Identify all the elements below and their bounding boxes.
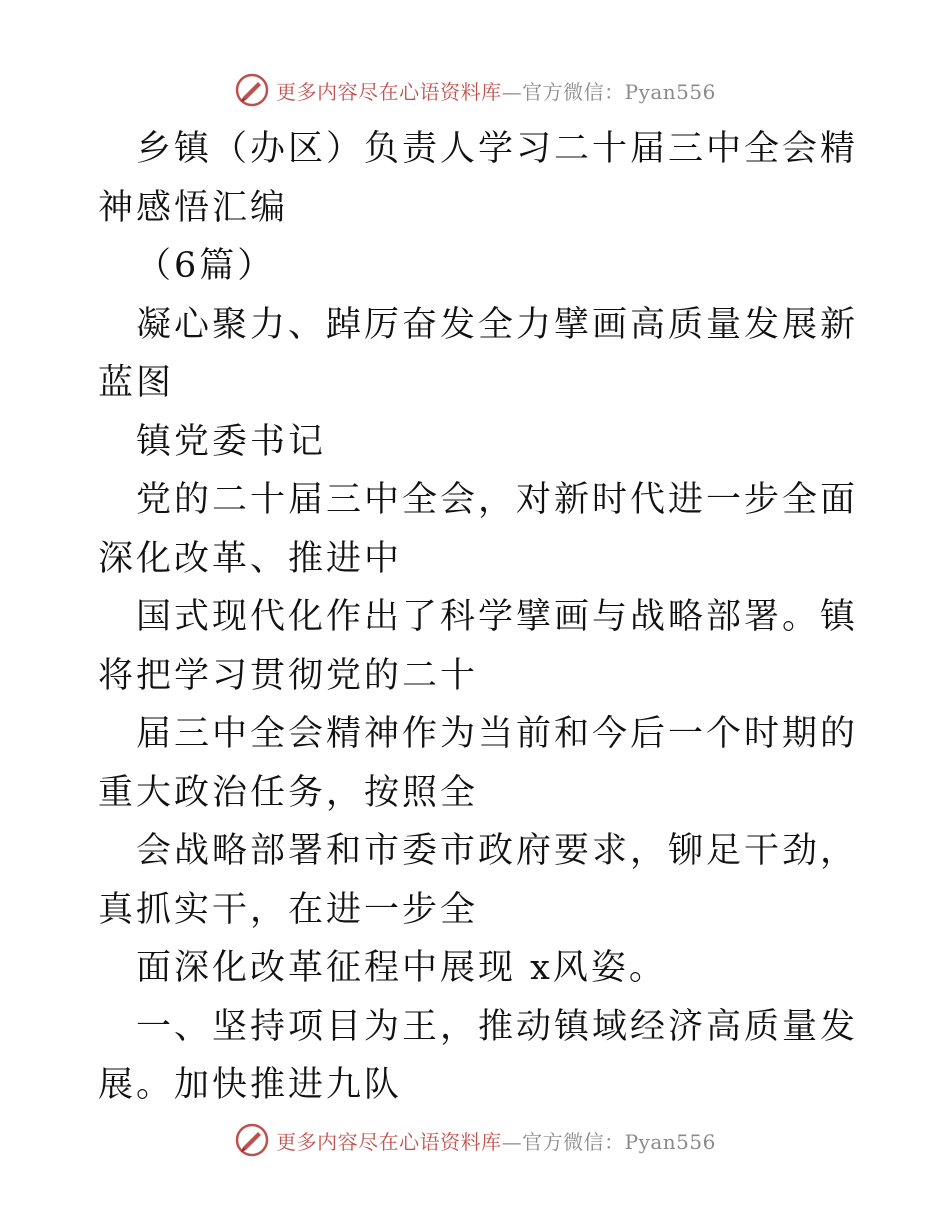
paragraph-line: 面深化改革征程中展现 x风姿。 [136, 948, 667, 988]
header-watermark [0, 70, 950, 110]
article-author: 镇党委书记 [136, 421, 327, 462]
article-title: 凝心聚力、踔厉奋发全力擘画高质量发展新蓝图 [98, 304, 859, 403]
pen-logo-icon [234, 1122, 270, 1158]
footer-watermark [0, 1120, 950, 1160]
watermark-sub-text: 官方微信：Pyan556 [522, 79, 716, 104]
section-heading: 一、坚持项目为王，推动镇域经济高质量发展。加快推进九队 [98, 1006, 859, 1105]
watermark-text [276, 76, 716, 105]
pen-logo-icon [234, 72, 270, 108]
paragraph-line: 届三中全会精神作为当前和今后一个时期的重大政治任务，按照全 [98, 714, 859, 813]
watermark-main-text: 更多内容尽在心语资料库 [276, 79, 502, 104]
document-subtitle: （6篇） [136, 246, 276, 286]
paragraph-line: 国式现代化作出了科学擘画与战略部署。镇将把学习贯彻党的二十 [98, 597, 859, 696]
paragraph-line: 党的二十届三中全会，对新时代进一步全面深化改革、推进中 [98, 480, 859, 579]
watermark-separator: — [501, 1129, 523, 1154]
watermark-text [276, 1126, 716, 1155]
watermark-separator: — [501, 79, 523, 104]
document-title: 乡镇（办区）负责人学习二十届三中全会精神感悟汇编 [98, 129, 859, 228]
document-body [98, 120, 858, 1115]
watermark-sub-text: 官方微信：Pyan556 [522, 1129, 716, 1154]
watermark-main-text: 更多内容尽在心语资料库 [276, 1129, 502, 1154]
paragraph-line: 会战略部署和市委市政府要求，铆足干劲，真抓实干，在进一步全 [98, 831, 859, 930]
